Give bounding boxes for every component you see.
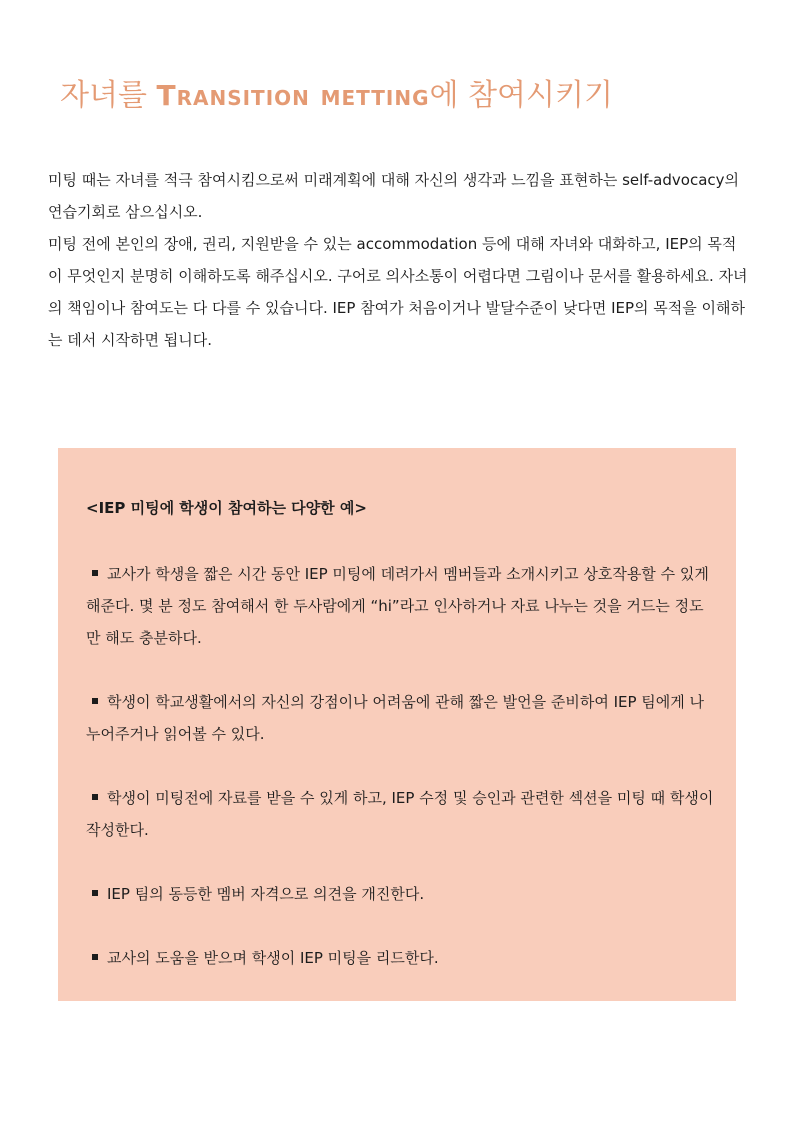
bullet-icon	[92, 954, 98, 960]
list-item	[86, 686, 716, 750]
list-item-text: 교사가 학생을 짧은 시간 동안 IEP 미팅에 데려가서 멤버들과 소개시키고 상호작용할 수 있게 해준다. 몇 분 정도 참여해서 한 두사람에게 “hi”라고 인사하거나 자료 나누는 것을 거드는 정도만 해도 충분하다.	[86, 565, 709, 647]
list-item	[86, 782, 716, 846]
examples-heading: <IEP 미팅에 학생이 참여하는 다양한 예>	[86, 499, 367, 517]
page-title	[60, 74, 613, 118]
bullet-icon	[92, 890, 98, 896]
list-item-text: 교사의 도움을 받으며 학생이 IEP 미팅을 리드한다.	[107, 949, 439, 967]
list-item	[86, 942, 716, 974]
examples-box	[58, 448, 736, 1001]
intro-text	[48, 164, 748, 356]
intro-paragraph-1: 미팅 때는 자녀를 적극 참여시킴으로써 미래계획에 대해 자신의 생각과 느낌을 표현하는 self-advocacy의 연습기회로 삼으십시오.	[48, 171, 739, 221]
title-suffix: 에 참여시키기	[429, 78, 613, 113]
intro-paragraph-2: 미팅 전에 본인의 장애, 권리, 지원받을 수 있는 accommodation 등에 대해 자녀와 대화하고, IEP의 목적이 무엇인지 분명히 이해하도록 해주십시오. 구어로 의사소통이 어렵다면 그림이나 문서를 활용하세요. 자녀의 책임이나 참여도는 다 다를 수 있습니다. IEP 참여가 처음이거나 발달수준이 낮다면 IEP의 목적을 이해하는 데서 시작하면 됩니다.	[48, 235, 748, 349]
list-item-text: 학생이 미팅전에 자료를 받을 수 있게 하고, IEP 수정 및 승인과 관련한 섹션을 미팅 때 학생이 작성한다.	[86, 789, 714, 839]
bullet-icon	[92, 698, 98, 704]
list-item-text: IEP 팀의 동등한 멤버 자격으로 의견을 개진한다.	[107, 885, 425, 903]
list-item	[86, 878, 716, 910]
list-item-text: 학생이 학교생활에서의 자신의 강점이나 어려움에 관해 짧은 발언을 준비하여 IEP 팀에게 나누어주거나 읽어볼 수 있다.	[86, 693, 705, 743]
title-prefix: 자녀를	[60, 78, 157, 113]
bullet-icon	[92, 794, 98, 800]
bullet-icon	[92, 570, 98, 576]
list-item	[86, 558, 716, 654]
title-english: Transition metting	[156, 79, 430, 112]
